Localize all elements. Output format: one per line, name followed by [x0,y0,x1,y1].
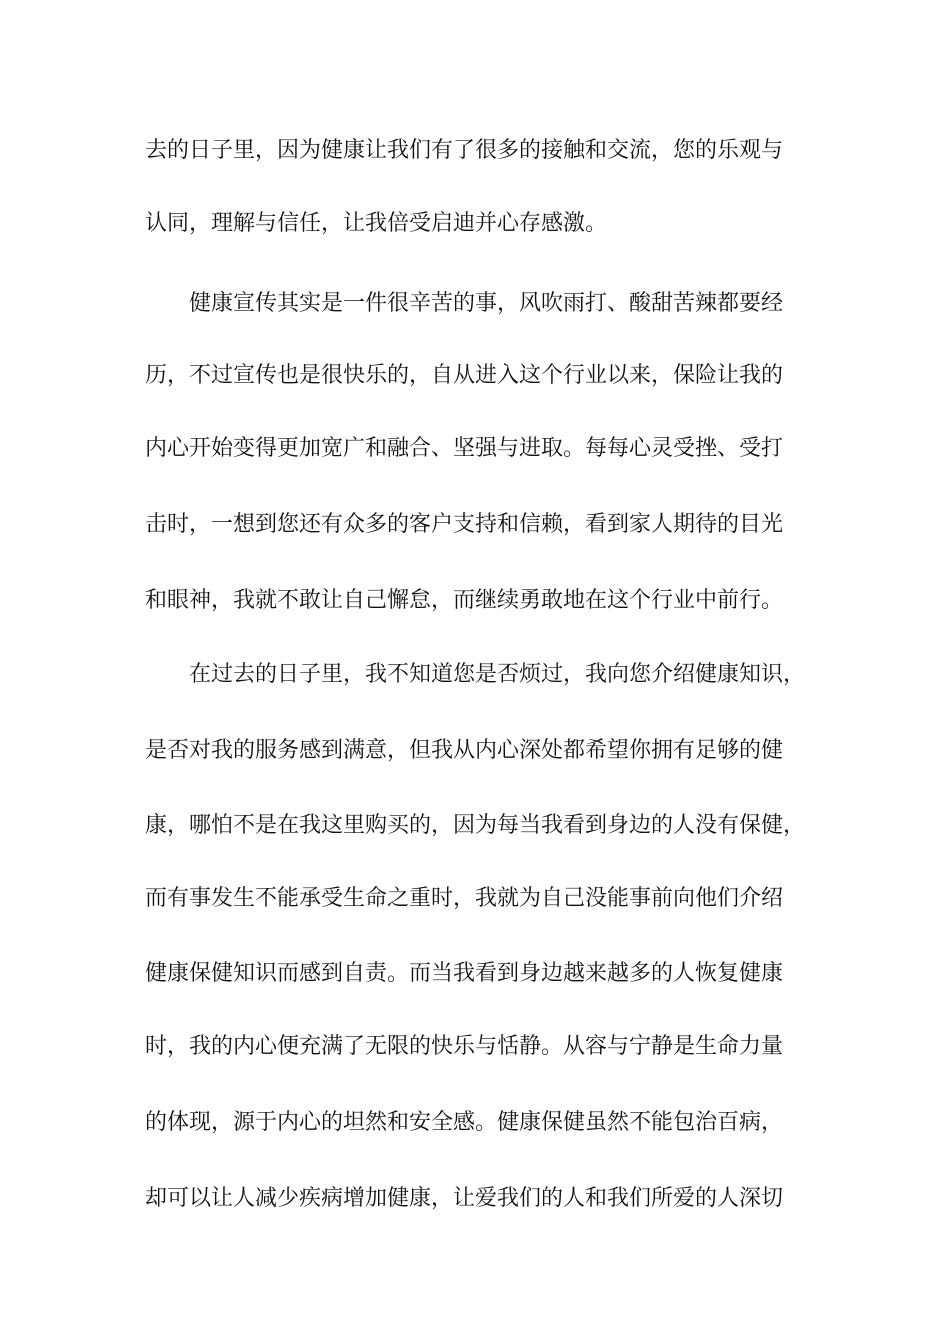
text-line: 认同，理解与信任，让我倍受启迪并心存感激。 [145,211,608,236]
text-line: 击时，一想到您还有众多的客户支持和信赖，看到家人期待的目光 [145,512,784,537]
text-line: 却可以让人减少疾病增加健康，让爱我们的人和我们所爱的人深切 [145,1186,784,1211]
text-line: 时，我的内心便充满了无限的快乐与恬静。从容与宁静是生命力量 [145,1034,784,1059]
text-line: 去的日子里，因为健康让我们有了很多的接触和交流，您的乐观与 [145,138,784,163]
text-line: 康，哪怕不是在我这里购买的，因为每当我看到身边的人没有保健， [145,813,806,838]
text-line: 是否对我的服务感到满意，但我从内心深处都希望你拥有足够的健 [145,738,784,763]
paragraph-first-line: 健康宣传其实是一件很辛苦的事，风吹雨打、酸甜苦辣都要经 [189,291,784,316]
text-line: 历，不过宣传也是很快乐的，自从进入这个行业以来，保险让我的 [145,363,784,388]
text-line: 内心开始变得更加宽广和融合、坚强与进取。每每心灵受挫、受打 [145,436,784,461]
text-line: 健康保健知识而感到自责。而当我看到身边越来越多的人恢复健康 [145,961,784,986]
paragraph-first-line: 在过去的日子里，我不知道您是否烦过，我向您介绍健康知识， [189,662,806,687]
text-line: 的体现，源于内心的坦然和安全感。健康保健虽然不能包治百病， [145,1110,784,1135]
text-line: 而有事发生不能承受生命之重时，我就为自己没能事前向他们介绍 [145,886,784,911]
text-line: 和眼神，我就不敢让自己懈怠，而继续勇敢地在这个行业中前行。 [145,588,784,613]
